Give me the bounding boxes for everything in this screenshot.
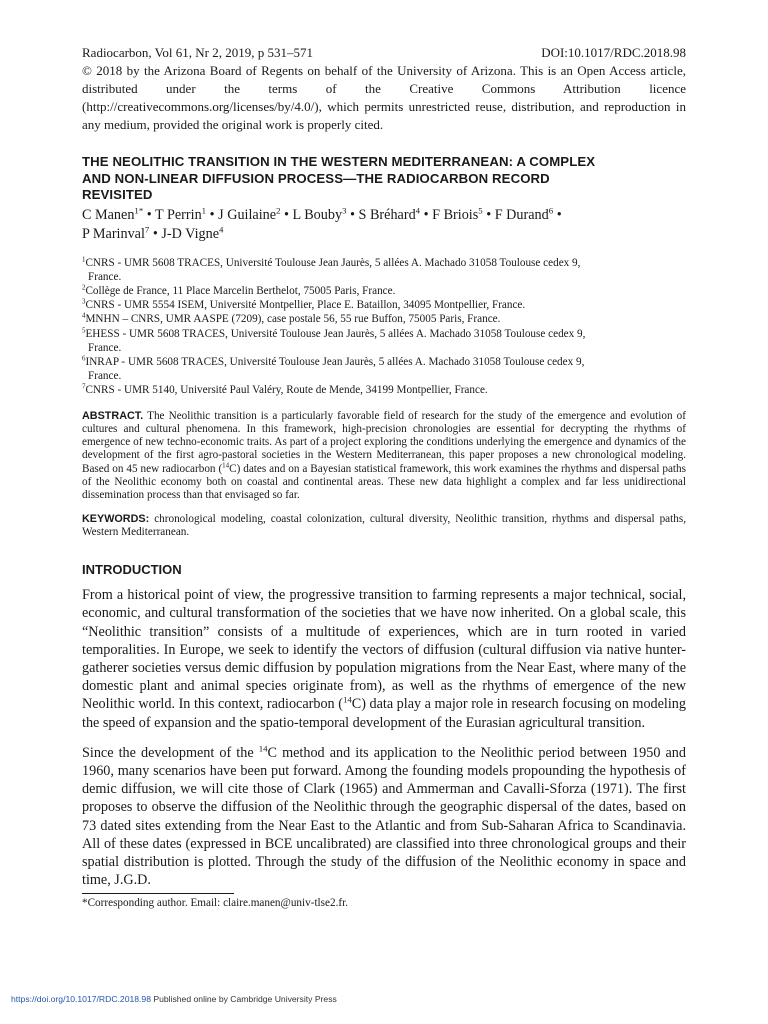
article-title bbox=[82, 154, 686, 204]
affiliation-text: CNRS - UMR 5140, Université Paul Valéry, Route de Mende, 34199 Montpellier, France. bbox=[85, 384, 488, 397]
author-separator: • bbox=[346, 206, 359, 223]
author: J Guilaine bbox=[218, 206, 277, 223]
doi-label: DOI:10.1017/RDC.2018.98 bbox=[541, 45, 686, 60]
doi-link[interactable]: https://doi.org/10.1017/RDC.2018.98 bbox=[11, 994, 151, 1004]
keywords-label: KEYWORDS: bbox=[82, 512, 150, 525]
title-line: AND NON-LINEAR DIFFUSION PROCESS—THE RADIOCARBON RECORD bbox=[82, 170, 550, 186]
author-affiliation-marker: 4 bbox=[415, 204, 421, 215]
affiliation-number: 6 bbox=[82, 354, 86, 363]
abstract-text: C) dates and on a Bayesian statistical framework, this work examines the rhythms and dispersal paths of the Neolithic economy both on coastal and continental areas. These new data highlight a complex and far less unidirectional dissemination process than that envisaged so far. bbox=[82, 462, 686, 502]
paragraph-text: C method and its application to the Neolithic period between 1950 and 1960, many scenarios have been put forward. Among the founding models propounding the hypothesis of demic diffusion, we will cite those of Clark (1965) and Ammerman and Cavalli-Sforza (1971). The first proposes to observe the diffusion of the Neolithic through the geographic dispersal of the dates, based on 73 dated sites extending from the Near East to the Atlantic and from Sub-Saharan Africa to Scandinavia. All of these dates (expressed in BCE uncalibrated) are classified into three chronological groups and their spatial distribution is plotted. Through the study of the diffusion of the Neolithic economy in space and time, J.G.D. bbox=[82, 744, 686, 889]
author: F Briois bbox=[432, 206, 479, 223]
author: S Bréhard bbox=[358, 206, 416, 223]
author-affiliation-marker: 3 bbox=[342, 204, 347, 215]
author-line bbox=[82, 225, 686, 244]
paragraph-text: From a historical point of view, the progressive transition to farming represents a major technical, social, economic, and cultural transformation of the societies that we have now inherited. On a global scale, this “Neolithic transition” consists of a multitude of experiences, which are in turn rooted in varied temporalities. In Europe, we seek to identify the vectors of diffusion (cultural diffusion via native hunter-gatherer societies versus demic diffusion by population migrations from the Near East, where many of the domestic plant and animal species originate from), as well as the rhythms of emergence of the new Neolithic world. In this context, radiocarbon ( bbox=[82, 587, 686, 713]
affiliation-number: 7 bbox=[82, 382, 86, 391]
author: L Bouby bbox=[292, 206, 343, 223]
published-online-text: Published online by Cambridge University Press bbox=[150, 994, 337, 1004]
affiliation-text: CNRS - UMR 5554 ISEM, Université Montpellier, Place E. Bataillon, 34095 Montpellier, France. bbox=[85, 299, 526, 312]
body-paragraph bbox=[82, 586, 686, 732]
author-affiliation-marker: 2 bbox=[276, 204, 281, 215]
abstract bbox=[82, 410, 686, 503]
footnote-divider bbox=[82, 893, 234, 894]
body-paragraph bbox=[82, 744, 686, 890]
isotope-superscript: 14 bbox=[342, 694, 352, 705]
copyright-notice: © 2018 by the Arizona Board of Regents on behalf of the University of Arizona. This is an Open Access article, distributed under the terms of the Creative Commons Attribution licence (http://creativecommons.org/licenses/by/4.0/), which permits unrestricted reuse, distribution, and reproduction in any medium, provided the original work is properly cited. bbox=[82, 63, 686, 132]
author-line bbox=[82, 206, 686, 225]
affiliation-text: EHESS - UMR 5608 TRACES, Université Toulouse Jean Jaurès, 5 allées A. Machado 31058 Toulouse cedex 9, bbox=[85, 327, 586, 340]
affiliation bbox=[82, 312, 686, 326]
author-list bbox=[82, 206, 686, 244]
title-line: THE NEOLITHIC TRANSITION IN THE WESTERN MEDITERRANEAN: A COMPLEX bbox=[82, 154, 596, 169]
author-affiliation-marker: 7 bbox=[144, 223, 150, 234]
affiliation-continuation: France. bbox=[88, 370, 122, 383]
author-separator: • bbox=[482, 206, 495, 223]
author-separator: • bbox=[280, 206, 293, 223]
paragraph-text: Since the development of the bbox=[82, 744, 259, 761]
author: F Durand bbox=[494, 206, 549, 223]
affiliation-number: 3 bbox=[82, 297, 86, 306]
affiliation-number: 4 bbox=[82, 311, 86, 320]
author-affiliation-marker: 6 bbox=[548, 204, 554, 215]
affiliation-number: 5 bbox=[82, 325, 86, 334]
author: P Marinval bbox=[82, 225, 145, 242]
title-line: REVISITED bbox=[82, 187, 153, 202]
running-header bbox=[82, 44, 686, 62]
section-heading: INTRODUCTION bbox=[82, 562, 182, 578]
publisher-footer bbox=[11, 994, 337, 1004]
affiliation bbox=[82, 327, 686, 355]
journal-citation: Radiocarbon, Vol 61, Nr 2, 2019, p 531–571 bbox=[82, 45, 313, 60]
affiliation-number: 2 bbox=[82, 283, 86, 292]
author-separator: • bbox=[149, 225, 162, 242]
affiliation-text: Collège de France, 11 Place Marcelin Berthelot, 75005 Paris, France. bbox=[85, 284, 396, 297]
keywords bbox=[82, 513, 686, 540]
isotope-superscript: 14 bbox=[258, 743, 268, 754]
author-affiliation-marker: 1* bbox=[134, 204, 144, 215]
author-separator: • bbox=[143, 206, 156, 223]
affiliation bbox=[82, 256, 686, 284]
corresponding-author-footnote: *Corresponding author. Email: claire.manen@univ-tlse2.fr. bbox=[82, 897, 348, 910]
abstract-text: The Neolithic transition is a particularly favorable field of research for the study of the emergence and evolution of cultures and cultural phenomena. In this framework, high-precision chronologies are essential for decrypting the rhythms of emergence of new techno-economic traits. As part of a project exploring the conditions underlying the emergence and dynamics of the development of the first agro-pastoral societies in the Western Mediterranean, this paper proposes a new chronological modeling. Based on 45 new radiocarbon ( bbox=[82, 409, 686, 475]
affiliation bbox=[82, 298, 686, 312]
affiliation-text: CNRS - UMR 5608 TRACES, Université Toulouse Jean Jaurès, 5 allées A. Machado 31058 Toulouse cedex 9, bbox=[85, 256, 581, 269]
affiliation-text: MNHN – CNRS, UMR AASPE (7209), case postale 56, 55 rue Buffon, 75005 Paris, France. bbox=[85, 313, 501, 326]
keywords-text: chronological modeling, coastal colonization, cultural diversity, Neolithic transition, rhythms and dispersal paths, Western Mediterranean. bbox=[82, 512, 686, 538]
author-separator: • bbox=[553, 206, 562, 223]
author: C Manen bbox=[82, 206, 135, 223]
affiliation bbox=[82, 355, 686, 383]
affiliation-text: INRAP - UMR 5608 TRACES, Université Toulouse Jean Jaurès, 5 allées A. Machado 31058 Toulouse cedex 9, bbox=[85, 355, 585, 368]
author: J-D Vigne bbox=[161, 225, 219, 242]
isotope-superscript: 14 bbox=[222, 460, 230, 469]
author: T Perrin bbox=[155, 206, 202, 223]
affiliation-continuation: France. bbox=[88, 341, 122, 354]
affiliation bbox=[82, 383, 686, 397]
author-separator: • bbox=[420, 206, 433, 223]
affiliation-number: 1 bbox=[82, 254, 86, 263]
affiliation-continuation: France. bbox=[88, 270, 122, 283]
paragraph-text: C) data play a major role in research focusing on modeling the speed of expansion and the spatio-temporal development of the Eurasian agricultural transition. bbox=[82, 696, 686, 731]
affiliation-list bbox=[82, 256, 686, 398]
author-affiliation-marker: 5 bbox=[478, 204, 483, 215]
abstract-label: ABSTRACT. bbox=[82, 409, 144, 422]
article-page bbox=[82, 44, 686, 910]
affiliation bbox=[82, 284, 686, 298]
author-affiliation-marker: 1 bbox=[201, 204, 207, 215]
author-affiliation-marker: 4 bbox=[219, 223, 224, 234]
author-separator: • bbox=[206, 206, 219, 223]
